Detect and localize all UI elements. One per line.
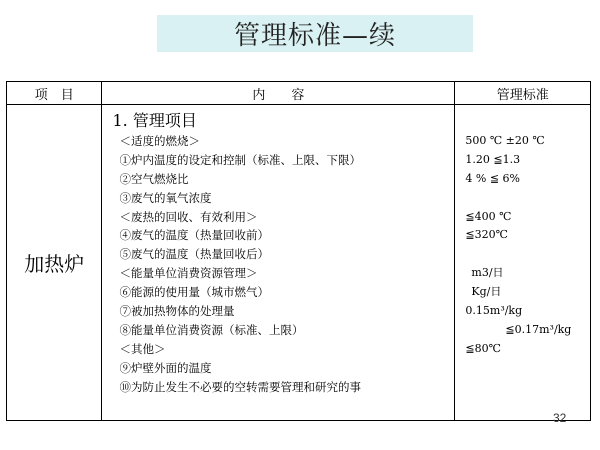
- standard-line: ≦80℃: [465, 341, 501, 355]
- content-line: ＜其他＞: [119, 341, 166, 356]
- standard-line: [465, 189, 590, 208]
- table-header-row: [7, 82, 591, 105]
- header-content: 内 容: [102, 82, 455, 105]
- item-cell: [7, 105, 102, 421]
- standard-line: m3/日: [471, 266, 504, 280]
- standard-line: 0.15m³/kg: [465, 304, 523, 318]
- standard-line: 4 % ≦ 6%: [465, 171, 520, 185]
- standard-line: ≦400 ℃: [465, 209, 512, 223]
- content-line: ⑨炉壁外面的温度: [119, 360, 212, 375]
- content-cell: [102, 105, 455, 421]
- header-item: 项 目: [7, 82, 102, 105]
- content-line: ④废气的温度（热量回收前）: [119, 228, 269, 243]
- title-banner: [157, 15, 473, 52]
- standard-line: 1.20 ≦1.3: [465, 152, 521, 166]
- management-standards-table: [6, 81, 591, 421]
- content-line: ＜能量单位消费资源管理＞: [119, 266, 258, 281]
- standard-cell: [455, 105, 591, 421]
- item-label: 加热炉: [24, 252, 85, 276]
- header-standard: 管理标准: [455, 82, 591, 105]
- content-line: ⑤废气的温度（热量回收后）: [119, 247, 269, 262]
- table-row: [7, 105, 591, 421]
- standard-line: Kg/日: [471, 285, 502, 299]
- standard-line: ≦0.17m³/kg: [505, 322, 572, 336]
- standard-line: ≦320℃: [465, 228, 508, 242]
- content-line: ⑥能源的使用量（城市燃气）: [119, 285, 269, 300]
- content-line: ②空气燃烧比: [119, 171, 189, 186]
- content-line: ③废气的氧气浓度: [119, 190, 212, 205]
- content-line: ⑦被加热物体的处理量: [119, 304, 235, 319]
- content-line: ⑩为防止发生不必要的空转需要管理和研究的事: [119, 379, 361, 394]
- content-line: ＜适度的燃烧＞: [119, 134, 200, 148]
- page-title: 管理标准—续: [233, 21, 396, 51]
- section-heading: 1. 管理项目: [112, 111, 197, 130]
- content-line: ＜废热的回收、有效利用＞: [119, 209, 258, 224]
- standard-line: [465, 245, 590, 264]
- content-line: ⑧能量单位消费资源（标准、上限）: [119, 322, 304, 337]
- content-line: ①炉内温度的设定和控制（标准、上限、下限）: [119, 152, 361, 167]
- page-number: 32: [553, 411, 567, 425]
- standard-line: 500 ℃ ±20 ℃: [465, 134, 545, 147]
